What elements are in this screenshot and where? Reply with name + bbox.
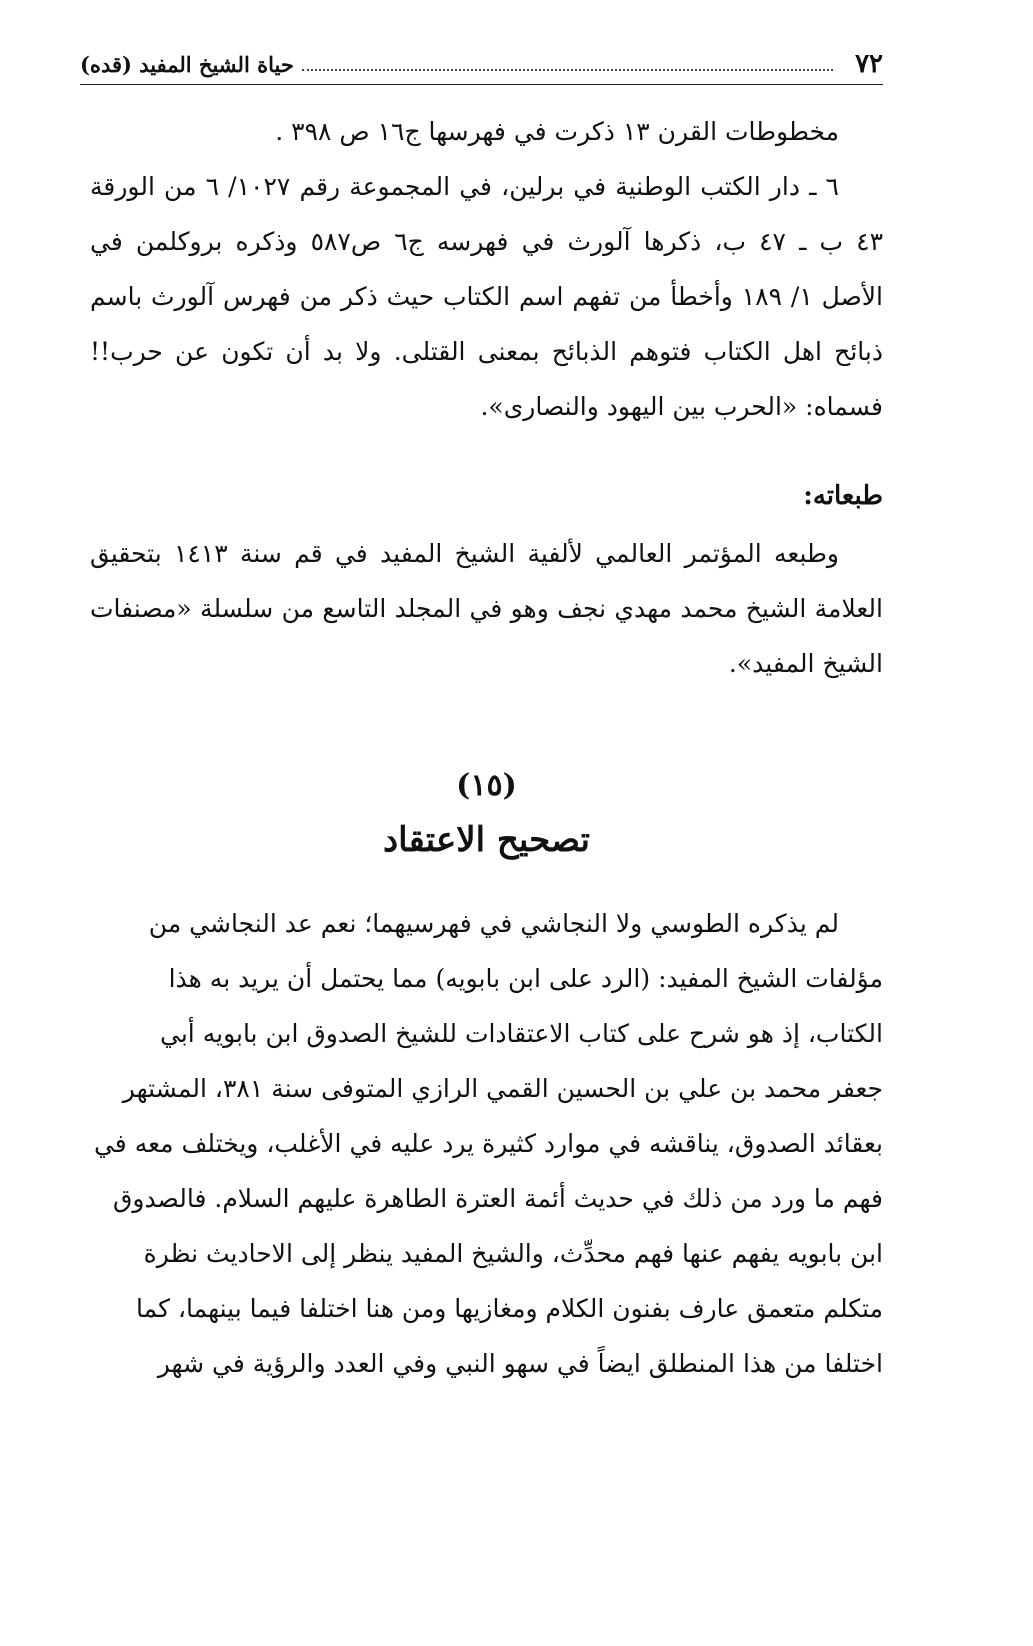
running-title: حياة الشيخ المفيد (قده) (80, 51, 294, 77)
text-line: جعفر محمد بن علي بن الحسين القمي الرازي المتوفى سنة ٣٨١، المشتهر (122, 1074, 883, 1103)
page-number: ٧٢ (855, 49, 883, 79)
text-line: فهم ما ورد من ذلك في حديث أئمة العترة الطاهرة عليهم السلام. فالصدوق (112, 1184, 883, 1213)
leader-dots (302, 69, 833, 71)
section-title: تصحيح الاعتقاد (382, 820, 591, 860)
paragraph (90, 896, 883, 1391)
paragraph: مخطوطات القرن ١٣ ذكرت في فهرسها ج١٦ ص ٣٩٨ . (275, 117, 839, 146)
text-line: متكلم متعمق عارف بفنون الكلام ومغازيها ومن هنا اختلفا فيما بينهما، كما (136, 1294, 883, 1323)
section-number: (١٥) (456, 768, 517, 803)
paragraph: ٦ ـ دار الكتب الوطنية في برلين، في المجموعة رقم ١٠٢٧/ ٦ من الورقة ٤٣ ب ـ ٤٧ ب، ذكرها آلورث في فهرسه ج٦ ص٥٨٧ وذكره بروكلمن في الأصل ١/ ١٨٩ وأخطأ من تفهم اسم الكتاب حيث ذكر من فهرس آلورث باسم ذبائح اهل الكتاب فتوهم الذبائح بمعنى القتلى. ولا بد أن تكون عن حرب!! فسماه: «الحرب بين اليهود والنصارى». (90, 172, 883, 421)
manuscript-notes (90, 104, 883, 434)
text-line: بعقائد الصدوق، يناقشه في موارد كثيرة يرد عليه في الأغلب، ويختلف معه في (93, 1129, 883, 1158)
running-header (80, 44, 883, 85)
section-body (90, 896, 883, 1391)
text-line: اختلفا من هذا المنطلق ايضاً في سهو النبي وفي العدد والرؤية في شهر (157, 1349, 883, 1378)
section-heading (90, 762, 883, 870)
text-line: مؤلفات الشيخ المفيد: (الرد على ابن بابويه) مما يحتمل أن يريد به هذا (168, 964, 883, 993)
editions-heading: طبعاته: (803, 481, 883, 511)
text-line: ابن بابويه يفهم عنها فهم محدِّث، والشيخ المفيد ينظر إلى الاحاديث نظرة (143, 1239, 883, 1268)
text-line: لم يذكره الطوسي ولا النجاشي في فهرسيهما؛ نعم عد النجاشي من (148, 909, 839, 938)
paragraph: وطبعه المؤتمر العالمي لألفية الشيخ المفيد في قم سنة ١٤١٣ بتحقيق العلامة الشيخ محمد مهدي نجف وهو في المجلد التاسع من سلسلة «مصنفات الشيخ المفيد». (90, 539, 883, 678)
text-line: الكتاب، إذ هو شرح على كتاب الاعتقادات للشيخ الصدوق ابن بابويه أبي (160, 1019, 883, 1048)
editions-section (90, 470, 883, 691)
